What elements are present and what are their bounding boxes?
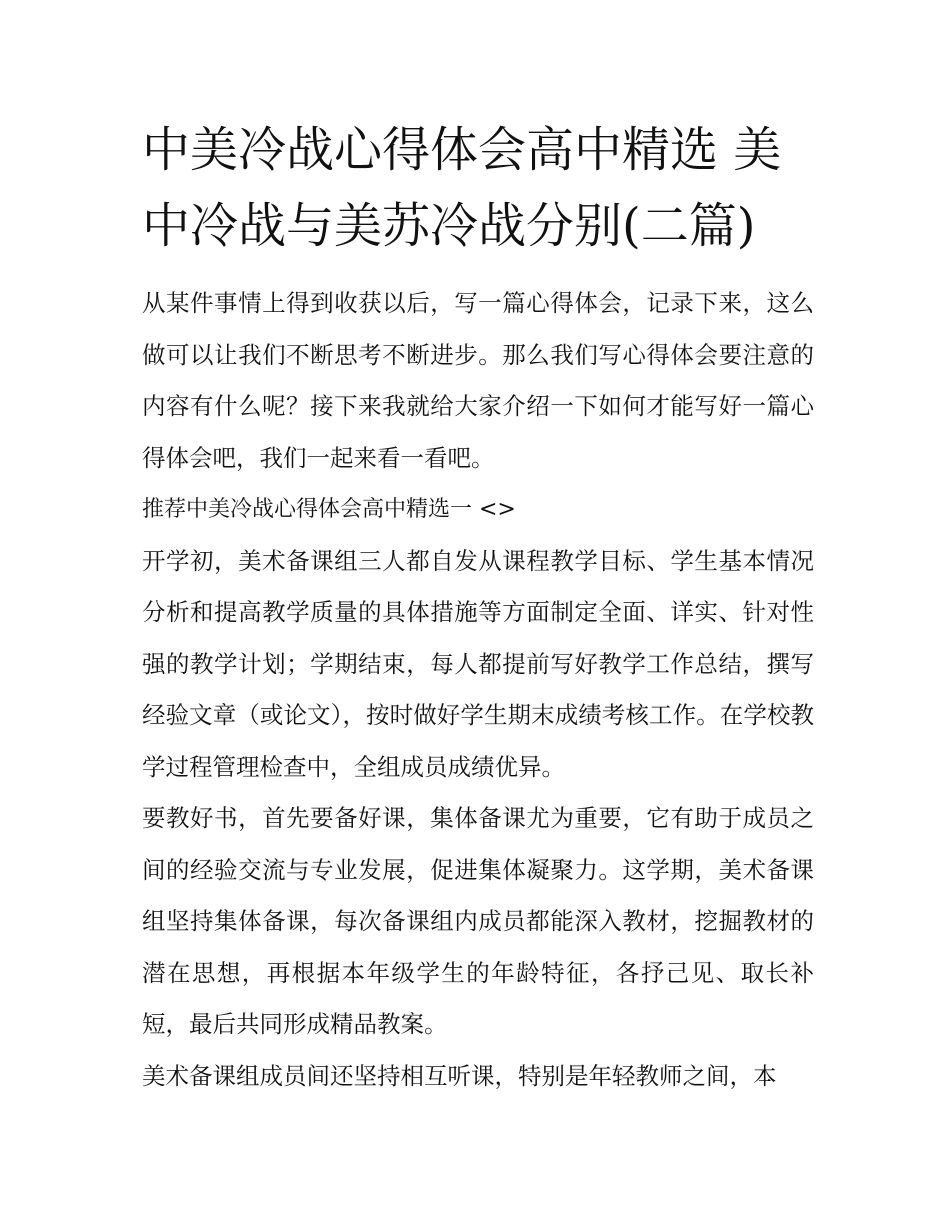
document-body: [142, 278, 814, 1102]
section-heading: 推荐中美冷战心得体会高中精选一 <>: [142, 497, 516, 522]
body-paragraph: 要教好书，首先要备好课，集体备课尤为重要，它有助于成员之间的经验交流与专业发展，促进集体凝聚力。这学期，美术备课组坚持集体备课，每次备课组内成员都能深入教材，挖掘教材的潜在思想，再根据本年级学生的年龄特征，各抒己见、取长补短，最后共同形成精品教案。: [142, 804, 814, 1038]
document-title: 中美冷战心得体会高中精选 美中冷战与美苏冷战分别(二篇): [142, 122, 782, 254]
intro-paragraph: 从某件事情上得到收获以后，写一篇心得体会，记录下来，这么做可以让我们不断思考不断进步。那么我们写心得体会要注意的内容有什么呢？接下来我就给大家介绍一下如何才能写好一篇心得体会吧，我们一起来看一看吧。: [142, 289, 814, 472]
body-paragraph: 开学初，美术备课组三人都自发从课程教学目标、学生基本情况分析和提高教学质量的具体措施等方面制定全面、详实、针对性强的教学计划；学期结束，每人都提前写好教学工作总结，撰写经验文章（或论文），按时做好学生期末成绩考核工作。在学校教学过程管理检查中，全组成员成绩优异。: [142, 546, 814, 781]
body-paragraph: 美术备课组成员间还坚持相互听课，特别是年轻教师之间，本: [142, 1061, 777, 1090]
